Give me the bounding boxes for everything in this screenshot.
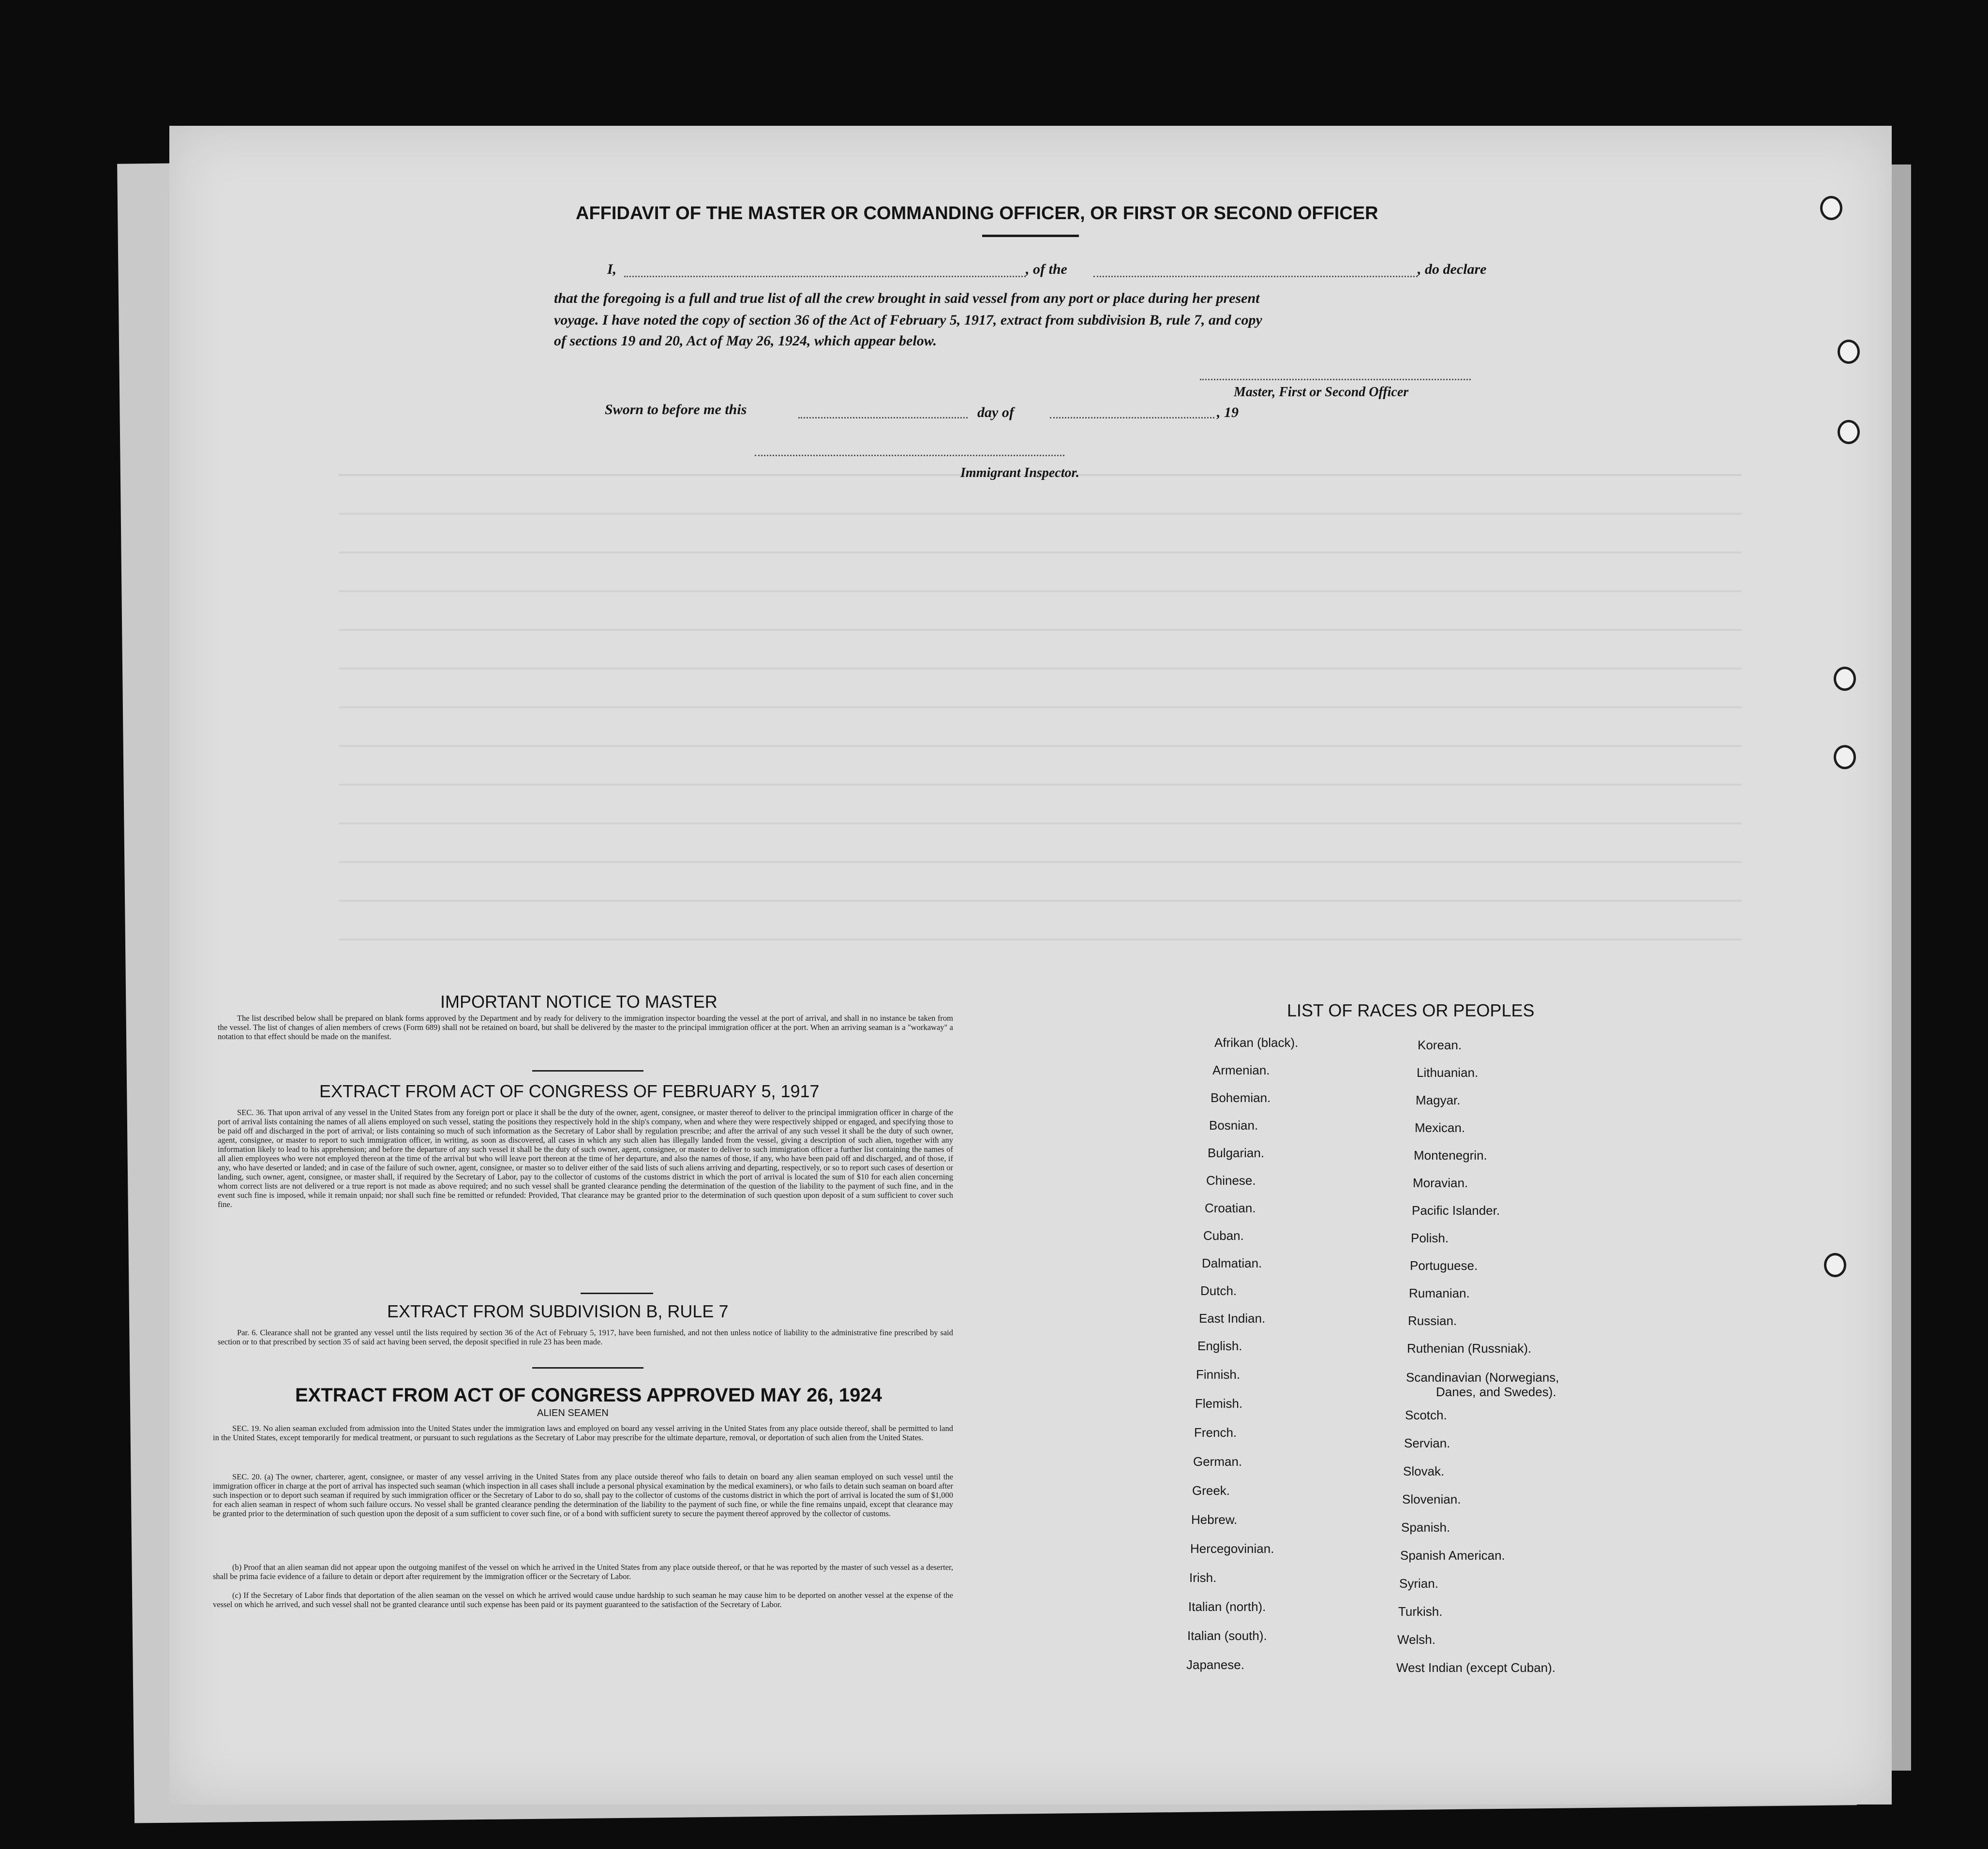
extract-1924-sec20c: (c) If the Secretary of Labor finds that deportation of the alien seaman on the vessel on which he arrived would cause undue hardship to such seaman he may cause him to be deported on another vessel at the expense of the vessel on which he arrived, and such vessel shall not be granted clearance until such expense has been paid or its payment guaranteed to the satisfaction of the Secretary of Labor. [213,1591,953,1609]
race-item: Japanese. [1186,1657,1244,1672]
affidavit-line-3: voyage. I have noted the copy of section 36 of the Act of February 5, 1917, extract from subdivision B, rule 7, and copy [554,312,1262,328]
inspector-label: Immigrant Inspector. [960,465,1079,480]
race-item: Dutch. [1200,1283,1237,1298]
race-item: Afrikan (black). [1214,1035,1299,1050]
punch-hole [1838,340,1860,364]
punch-hole [1824,1253,1846,1277]
race-item: Magyar. [1416,1093,1461,1107]
race-item: Bohemian. [1211,1090,1271,1105]
race-item: Mexican. [1415,1120,1465,1135]
race-item: Cuban. [1203,1228,1244,1243]
affidavit-of-the: , of the [1026,261,1067,277]
race-item: Servian. [1404,1436,1450,1450]
race-item: Chinese. [1206,1173,1256,1188]
master-signature-label: Master, First or Second Officer [1234,385,1409,400]
race-item: Korean. [1418,1038,1462,1052]
race-item: French. [1194,1425,1237,1440]
document-page [169,126,1892,1804]
race-item: Italian (north). [1188,1599,1266,1614]
affidavit-title: AFFIDAVIT OF THE MASTER OR COMMANDING OFFICER, OR FIRST OR SECOND OFFICER [576,203,1378,224]
race-item: Italian (south). [1187,1628,1267,1643]
race-item: West Indian (except Cuban). [1396,1660,1556,1675]
race-item: Portuguese. [1410,1258,1478,1273]
race-item: Armenian. [1212,1063,1270,1077]
title-underline [982,235,1079,237]
extract-1924-sec20a: SEC. 20. (a) The owner, charterer, agent, consignee, or master of any vessel arriving in the United States from any place outside thereof who fails to detain on board any alien seaman employed on such vessel until the immigration officer in charge at the port of arrival has inspected such seaman (which inspection in all cases shall include a personal physical examination by the medical examiners), or who fails to detain such seaman on board after such inspection or to deport such seaman if required by such immigration officer or the Secretary of Labor to do so, shall pay to the collector of customs of the customs district in which the port of arrival is located the sum of $1,000 for each alien seaman in respect of whom such failure occurs. No vessel shall be granted clearance pending the determination of the liability to the payment of such fine, or while the fine remains unpaid, except that clearance may be granted prior to the determination of such question upon the deposit of a sum sufficient to cover such fine, or of a bond with sufficient surety to secure the payment thereof approved by the collector of customs. [213,1472,953,1518]
race-item: Finnish. [1196,1367,1241,1382]
race-item: East Indian. [1199,1311,1266,1326]
extract-1924-title: EXTRACT FROM ACT OF CONGRESS APPROVED MAY 26, 1924 [295,1385,882,1406]
inspector-signature-line [755,455,1064,456]
race-item: Irish. [1189,1570,1217,1585]
divider [532,1070,643,1072]
punch-hole [1838,420,1860,444]
race-item: Bosnian. [1209,1118,1258,1133]
race-item: Dalmatian. [1202,1256,1262,1270]
extract-rule7-title: EXTRACT FROM SUBDIVISION B, RULE 7 [387,1301,729,1321]
race-item: Pacific Islander. [1412,1203,1500,1218]
sworn-day-line [798,417,968,418]
race-item: German. [1193,1454,1242,1469]
extract-1924-subtitle: ALIEN SEAMEN [537,1408,609,1418]
punch-hole [1834,745,1856,769]
affidavit-line-4: of sections 19 and 20, Act of May 26, 1924, which appear below. [554,333,937,349]
extract-1917-title: EXTRACT FROM ACT OF CONGRESS OF FEBRUARY 5, 1917 [319,1081,820,1101]
race-item: Hebrew. [1191,1512,1238,1527]
sworn-month-line [1050,417,1214,418]
race-item: Welsh. [1397,1632,1435,1647]
race-item: Polish. [1411,1231,1449,1245]
sworn-label: Sworn to before me this [605,402,747,418]
race-item: Ruthenian (Russniak). [1407,1341,1532,1356]
race-item: Flemish. [1195,1396,1243,1411]
race-item: Moravian. [1413,1176,1468,1190]
vessel-name-line [1093,276,1418,277]
affidavit-line-2: that the foregoing is a full and true list of all the crew brought in said vessel from any port or place during her present [554,290,1260,306]
race-item: Danes, and Swedes). [1436,1385,1556,1399]
extract-1924-sec19: SEC. 19. No alien seaman excluded from admission into the United States under the immigration laws and employed on board any vessel arriving in the United States from any place outside thereof, shall be permitted to land in the United States, except temporarily for medical treatment, or pursuant to such regulations as the Secretary of Labor may prescribe for the ultimate departure, removal, or deportation of such alien from the United States. [213,1424,953,1442]
race-item: Syrian. [1399,1576,1438,1591]
race-item: Montenegrin. [1414,1148,1487,1163]
race-item: Spanish. [1401,1520,1450,1535]
race-item: Greek. [1192,1483,1230,1498]
master-name-line [624,276,1026,277]
master-signature-line [1200,379,1471,380]
race-item: Scotch. [1405,1408,1447,1422]
punch-hole [1834,667,1856,691]
extract-1917-body: SEC. 36. That upon arrival of any vessel in the United States from any foreign port or place it shall be the duty of the owner, agent, consignee, or master thereof to deliver to the principal immigration officer in charge of the port of arrival lists containing the names of all aliens employed on such vessel, stating the positions they respectively hold in the ship's company, when and where they were respectively shipped or engaged, and specifying those to be paid off and discharged in the port of arrival; or lists containing so much of such information as the Secretary of Labor shall by regulation prescribe; and after the arrival of any such vessel it shall be the duty of such owner, agent, consignee, or master to report to such immigration officer, in writing, as soon as discovered, all cases in which any such alien has illegally landed from the vessel, giving a description of such alien, together with any information likely to lead to his apprehension; and before the departure of any such vessel it shall be the duty of such owner, agent, consignee, or master to deliver to such immigration officer a further list containing the names of all alien employees who were not employed thereon at the time of the arrival but who will leave port thereon at the time of her departure, and also the names of those, if any, who have been paid off and discharged, and of those, if any, who have deserted or landed; and in case of the failure of such owner, agent, consignee, or master so to deliver either of the said lists of such aliens arriving and departing, respectively, or so to report such cases of desertion or landing, such owner, agent, consignee, or master shall, if required by the Secretary of Labor, pay to the collector of customs of the customs district in which the port of arrival is located the sum of $10 for each alien concerning whom correct lists are not delivered or a true report is not made as above required; and no such vessel shall be granted clearance pending the determination of the question of the liability to the payment of such fine, and in the event such fine is imposed, while it remain unpaid; nor shall such fine be remitted or refunded: Provided, That clearance may be granted prior to the determination of such question upon deposit of a sum sufficient to cover such fine. [218,1108,953,1209]
race-item: Russian. [1408,1313,1457,1328]
race-item: Lithuanian. [1417,1065,1479,1080]
punch-hole [1820,196,1842,220]
divider [532,1367,643,1369]
race-item: Scandinavian (Norwegians, [1406,1370,1559,1385]
day-of-label: day of [977,404,1014,420]
affidavit-i-label: I, [607,261,617,277]
race-item: English. [1197,1339,1242,1353]
notice-body: The list described below shall be prepared on blank forms approved by the Department and by ready for delivery to the immigration inspector boarding the vessel at the port of arrival, and shall in no instance be taken from the vessel. The list of changes of alien members of crews (Form 689) shall not be retained on board, but shall be delivered by the master to the principal immigration officer at the port. When an arriving seaman is a "workaway" a notation to that effect should be made on the manifest. [218,1014,953,1041]
race-item: Spanish American. [1400,1548,1505,1563]
year-label: , 19 [1217,404,1239,420]
race-item: Turkish. [1398,1604,1443,1619]
race-item: Croatian. [1205,1201,1256,1215]
extract-1924-sec20b: (b) Proof that an alien seaman did not appear upon the outgoing manifest of the vessel on which he arrived in the United States from any place outside thereof, or that he was reported by the master of such vessel as a deserter, shall be prima facie evidence of a failure to detain or deport after requirement by the immigration officer or the Secretary of Labor. [213,1563,953,1581]
race-item: Hercegovinian. [1190,1541,1274,1556]
race-item: Bulgarian. [1208,1146,1265,1160]
notice-title: IMPORTANT NOTICE TO MASTER [440,992,717,1012]
race-item: Slovenian. [1402,1492,1461,1506]
race-item: Rumanian. [1409,1286,1470,1300]
extract-rule7-body: Par. 6. Clearance shall not be granted any vessel until the lists required by section 36 of the Act of February 5, 1917, have been furnished, and not then unless notice of liability to the administrative fine prescribed by said section or to that prescribed by section 35 of said act having been served, the deposit specified in rule 23 has been made. [218,1328,953,1346]
divider [581,1293,653,1294]
races-title: LIST OF RACES OR PEOPLES [1287,1000,1535,1020]
race-item: Slovak. [1403,1464,1445,1478]
affidavit-do-declare: , do declare [1418,261,1487,277]
